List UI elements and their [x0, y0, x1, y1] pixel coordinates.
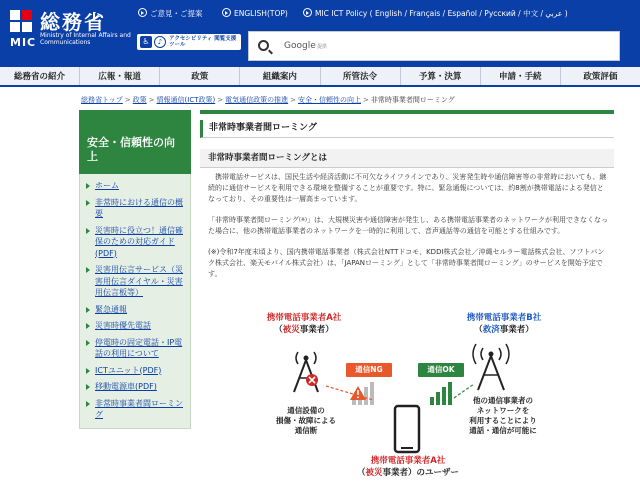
user-title: 携帯電話事業者A社: [370, 456, 446, 466]
sidebar-item-message-service[interactable]: [80, 262, 190, 302]
sidebar-item-priority-phone[interactable]: [80, 318, 190, 335]
nav-item-policy[interactable]: 政策: [160, 67, 240, 85]
speaker-icon: ♪: [154, 36, 166, 48]
breadcrumb-separator: >: [217, 96, 224, 104]
carrier-b-subtitle-highlight: 救済: [482, 325, 500, 335]
carrier-b-subtitle-part: 事業者）: [499, 325, 534, 335]
accessibility-label: アクセシビリティ 閲覧支援ツール: [169, 36, 237, 48]
breadcrumb-separator: >: [124, 96, 131, 104]
nav-item-laws[interactable]: 所管法令: [321, 67, 401, 85]
feedback-link-label: ご意見・ご提案: [150, 9, 203, 18]
breadcrumb-ict[interactable]: 情報通信(ICT政策): [156, 96, 216, 104]
sidebar-item-label: 停電時の固定電話・IP電話の利用について: [95, 337, 183, 358]
arrow-right-icon: [86, 267, 90, 273]
failure-line-3: 通信断: [294, 426, 318, 435]
section-title: 非常時事業者間ローミングとは: [200, 149, 614, 168]
accessibility-icon: ♿: [140, 36, 152, 48]
user-subtitle-highlight: 被災: [365, 468, 383, 478]
arrow-right-icon: [86, 307, 90, 313]
nav-item-applications[interactable]: 申請・手続: [481, 67, 561, 85]
smartphone-icon: [395, 406, 419, 452]
nav-item-evaluation[interactable]: 政策評価: [583, 72, 618, 82]
sidebar: [79, 110, 191, 489]
nav-item-organization[interactable]: 組織案内: [240, 67, 320, 85]
search-input[interactable]: [248, 31, 620, 61]
carrier-b-subtitle-part: （: [474, 325, 483, 335]
user-subtitle: [348, 468, 468, 479]
nav-item-budget[interactable]: 予算・決算: [401, 67, 481, 85]
arrow-circle-icon: [222, 8, 231, 17]
sidebar-item-guide[interactable]: [80, 223, 190, 263]
carrier-b-title: 携帯電話事業者B社: [466, 313, 542, 323]
failure-line-1: 通信設備の: [287, 406, 325, 415]
sidebar-item-power-outage[interactable]: [80, 335, 190, 363]
arrow-right-icon: [86, 401, 90, 407]
relief-line-3: 利用することにより: [469, 416, 537, 425]
arrow-right-icon: [86, 200, 90, 206]
search-provided: 提供: [317, 44, 328, 50]
sidebar-item-label: 災害時優先電話: [95, 321, 151, 330]
failure-line-2: 損傷・故障による: [276, 416, 336, 425]
sidebar-item-label: ICTユニット(PDF): [95, 365, 162, 375]
mic-logo-mark-icon: [10, 10, 34, 34]
tower-a-icon: [294, 352, 318, 392]
sidebar-list: [79, 174, 191, 429]
sidebar-item-power-vehicle[interactable]: [80, 379, 190, 396]
arrow-circle-icon: [303, 8, 312, 17]
sidebar-item-label: 非常時事業者間ローミング: [95, 398, 183, 419]
tower-b-icon: [473, 344, 509, 390]
sidebar-item-home[interactable]: [80, 178, 190, 195]
roaming-diagram: [208, 300, 608, 489]
sidebar-item-roaming[interactable]: [80, 396, 190, 424]
page-title: 非常時事業者間ローミング: [200, 120, 614, 138]
relief-line-1: 他の通信事業者の: [473, 396, 533, 405]
badge-ng: 通信NG: [346, 363, 392, 377]
nav-item-press[interactable]: 広報・報道: [80, 67, 160, 85]
badge-ok: 通信OK: [418, 363, 464, 377]
logo-mic: MIC: [10, 36, 37, 49]
logo-kanji: 総務省: [40, 10, 106, 34]
sidebar-item-label: ホーム: [95, 181, 119, 190]
paragraph-note: (※)令和7年度末頃より、国内携帯電話事業者（株式会社NTTドコモ、KDDI株式会社／沖縄セルラー電話株式会社、ソフトバンク株式会社、楽天モバイル株式会社）は、「JAPANローミング」として「非常時事業者間ローミング」のサービスを開始予定です。: [208, 248, 605, 279]
accessibility-tool-button[interactable]: [137, 34, 241, 50]
english-top-link[interactable]: [222, 7, 288, 21]
arrow-right-icon: [86, 384, 90, 390]
main-accent-bar: [200, 110, 614, 114]
carrier-a-subtitle-part: （: [274, 325, 283, 335]
search-icon[interactable]: [258, 40, 269, 51]
carrier-a-subtitle-part: 事業者）: [299, 325, 334, 335]
sidebar-item-ict-unit[interactable]: [80, 363, 190, 380]
mic-ict-policy-link-label: MIC ICT Policy ( English / Français / Español / Русский / 中文 / عربي ): [315, 9, 568, 18]
breadcrumb-policy[interactable]: 政策: [132, 96, 147, 104]
paragraph-definition-part: 」は、大規模災害や通信障害が発生し、ある携帯電話事業者のネットワークが利用できなくなった場合に、他の携帯電話事業者のネットワークを一時的に利用して、音声通話等の通信を可能とする仕組みです。: [208, 216, 608, 236]
user-subtitle-part: 事業者）のユーザー: [382, 468, 460, 478]
breadcrumb-separator: >: [148, 96, 155, 104]
sidebar-item-emergency-call[interactable]: [80, 302, 190, 319]
breadcrumb: [81, 95, 455, 105]
paragraph-definition-part: 「非常時事業者間ローミング: [208, 216, 299, 224]
carrier-a-subtitle-highlight: 被災: [282, 325, 300, 335]
feedback-link[interactable]: [138, 7, 203, 21]
main-content: [200, 110, 614, 489]
signal-bars-ng-icon: [350, 382, 374, 405]
relief-line-4: 通話・通信が可能に: [469, 426, 537, 435]
english-top-link-label: ENGLISH(TOP): [234, 9, 288, 18]
sidebar-item-label: 緊急通報: [95, 304, 127, 314]
breadcrumb-telecom[interactable]: 電気通信政策の推進: [225, 96, 289, 104]
sidebar-item-label: 災害用伝言サービス（災害用伝言ダイヤル・災害用伝言板等）: [95, 265, 183, 297]
breadcrumb-separator: >: [290, 96, 296, 104]
arrow-circle-icon: [138, 8, 147, 17]
breadcrumb-safety[interactable]: 安全・信頼性の向上: [298, 96, 361, 104]
carrier-b-subtitle: [444, 325, 564, 336]
breadcrumb-top[interactable]: 総務省トップ: [81, 96, 123, 104]
sidebar-item-overview[interactable]: [80, 195, 190, 223]
arrow-right-icon: [86, 228, 90, 234]
arrow-right-icon: [86, 183, 90, 189]
sidebar-item-label: 災害時に役立つ！通信確保のための対応ガイド(PDF): [95, 225, 183, 258]
carrier-a-subtitle: [244, 325, 364, 336]
logo-subtitle: Ministry of Internal Affairs and Communications: [40, 32, 131, 46]
site-header: [0, 0, 640, 67]
relief-line-2: ネットワークを: [476, 406, 530, 415]
search-brand: Google: [284, 41, 316, 51]
carrier-a-title: 携帯電話事業者A社: [266, 313, 342, 323]
global-nav: [0, 67, 640, 87]
user-subtitle-part: （: [356, 468, 366, 478]
arrow-right-icon: [86, 323, 90, 329]
mic-logo[interactable]: [10, 8, 131, 50]
arrow-right-icon: [86, 368, 90, 374]
breadcrumb-separator: >: [363, 96, 369, 104]
breadcrumb-current: 非常時事業者間ローミング: [370, 96, 455, 104]
arrow-right-icon: [86, 340, 90, 346]
sidebar-title: 安全・信頼性の向上: [79, 110, 191, 174]
paragraph-intro: 携帯電話サービスは、国民生活や経済活動に不可欠なライフラインであり、災害発生時や通信障害等の非常時においても、継続的に通信サービスを利用できる環境を整備することが重要です。特に、緊急通報については、約8割が携帯電話による発信となっており、その重要性は一層高まっています。: [208, 173, 607, 204]
mic-ict-policy-link[interactable]: [303, 7, 568, 21]
footnote-marker: (※): [298, 217, 307, 223]
sidebar-item-label: 移動電源車(PDF): [95, 382, 157, 391]
paragraph-definition: [208, 215, 608, 237]
nav-item-about[interactable]: 総務省の紹介: [0, 67, 80, 85]
sidebar-item-label: 非常時における通信の概要: [95, 197, 183, 218]
